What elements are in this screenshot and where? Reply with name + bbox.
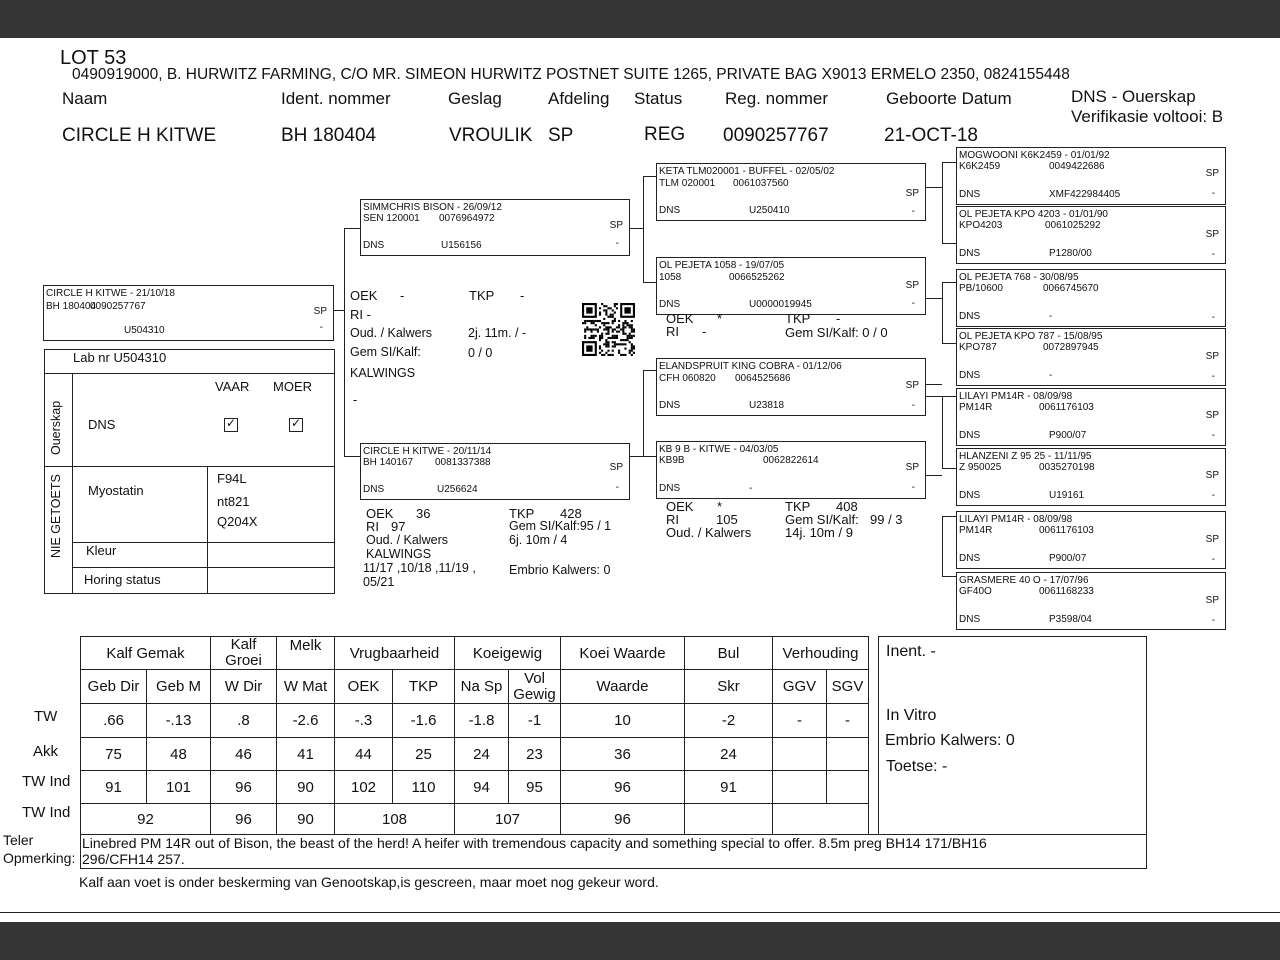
sire-dns: DNS: [363, 240, 385, 251]
group-kalf-groei: Kalf Groei: [211, 637, 277, 670]
group-vrugbaarheid: Vrugbaarheid: [335, 637, 455, 670]
row-label-tw-ind: TW Ind: [22, 773, 71, 790]
ss-tkp-label: TKP: [785, 311, 811, 326]
animal-ident: BH 180404: [281, 125, 377, 146]
table-cell: -: [773, 704, 827, 738]
animal-naam: CIRCLE H KITWE: [62, 125, 217, 146]
table-cell: 110: [393, 771, 455, 804]
g5-sp: SP: [1205, 410, 1219, 421]
table-cell: 94: [455, 771, 509, 804]
table-cell: -: [827, 704, 869, 738]
table-cell: 96: [211, 804, 277, 835]
header-afdeling: Afdeling: [548, 89, 610, 108]
sub-w-mat: W Mat: [277, 670, 335, 704]
dam-dash: -: [615, 482, 619, 493]
subject-sp: SP: [313, 306, 327, 317]
subject-title: CIRCLE H KITWE - 21/10/18: [46, 288, 175, 299]
footer-note: Kalf aan voet is onder beskerming van Genootskap,is gescreen, maar moet nog gekeur word.: [79, 874, 659, 890]
g4-id: KPO787: [959, 342, 997, 353]
g2-reg: 0061025292: [1045, 220, 1101, 231]
sire-kalwings-value: -: [353, 393, 358, 407]
table-cell: [773, 804, 869, 835]
g8-title: GRASMERE 40 O - 17/07/96: [959, 575, 1089, 586]
sire-kalwings-label: KALWINGS: [350, 366, 416, 380]
myostatin-value-3: Q204X: [217, 514, 258, 529]
g5-dash: -: [1211, 430, 1215, 441]
g6-sp: SP: [1205, 470, 1219, 481]
group-melk: Melk: [277, 637, 335, 670]
g8-id: GF40O: [959, 586, 992, 597]
opmerking-label: Opmerking:: [3, 850, 76, 866]
myostatin-label: Myostatin: [88, 483, 144, 498]
dd-sp: SP: [905, 462, 919, 473]
inent: Inent. -: [886, 643, 936, 660]
table-cell: [827, 771, 869, 804]
evaluation-table: [80, 636, 869, 835]
table-cell: .66: [81, 704, 147, 738]
g6-dns: DNS: [959, 490, 981, 501]
g1-dns-value: XMF422984405: [1049, 189, 1121, 200]
row-label-akk: Akk: [33, 743, 59, 760]
ss-dns-value: U250410: [749, 205, 790, 216]
dd-dash: -: [911, 482, 915, 493]
table-cell: -2: [685, 704, 773, 738]
table-cell: 96: [561, 804, 685, 835]
g7-reg: 0061176103: [1039, 525, 1094, 536]
g4-title: OL PEJETA KPO 787 - 15/08/95: [959, 331, 1103, 342]
remarks-text-1: Linebred PM 14R out of Bison, the beast of the herd! A heifer with tremendous capacity and something special to offer. 8.5m preg BH14 171/BH16: [82, 835, 987, 851]
g8-dns: DNS: [959, 614, 981, 625]
sire-tkp-value: -: [520, 288, 525, 303]
sub-geb-m: Geb M: [147, 670, 211, 704]
subject-box: [43, 285, 334, 341]
g3-title: OL PEJETA 768 - 30/08/95: [959, 272, 1079, 283]
g8-reg: 0061168233: [1039, 586, 1094, 597]
bottom-bar: [0, 922, 1280, 960]
table-cell: 24: [455, 738, 509, 771]
table-cell: [773, 771, 827, 804]
table-cell: 96: [561, 771, 685, 804]
g8-dns-value: P3598/04: [1049, 614, 1092, 625]
ds-tkp-label: TKP: [785, 499, 811, 514]
ds-gem-value: 99 / 3: [870, 512, 903, 527]
dam-reg: 0081337388: [435, 457, 491, 468]
eval-row-tw: [81, 704, 869, 738]
dam-title: CIRCLE H KITWE - 20/11/14: [363, 446, 492, 457]
ss-ri-label: RI: [666, 324, 679, 339]
table-cell: 101: [147, 771, 211, 804]
teler-label: Teler: [3, 832, 34, 848]
g1-id: K6K2459: [959, 161, 1001, 172]
table-cell: 41: [277, 738, 335, 771]
group-koei-waarde: Koei Waarde: [561, 637, 685, 670]
dam-tkp-label: TKP: [509, 506, 535, 521]
g6-reg: 0035270198: [1039, 462, 1095, 473]
sire-reg: 0076964972: [439, 213, 495, 224]
header-dns-ouerskap: DNS - Ouerskap: [1071, 87, 1196, 106]
g3-dns: DNS: [959, 311, 981, 322]
table-cell: -1.8: [455, 704, 509, 738]
sd-dns: DNS: [659, 299, 681, 310]
ds-box: [656, 358, 926, 416]
g3-reg: 0066745670: [1043, 283, 1099, 294]
header-ident: Ident. nommer: [281, 89, 391, 108]
subject-dash: -: [319, 322, 323, 333]
table-cell: .8: [211, 704, 277, 738]
g3-id: PB/10600: [959, 283, 1003, 294]
ds-ri-value: 105: [716, 512, 738, 527]
ds-dns-value: U23818: [749, 400, 785, 411]
sire-ri: RI -: [350, 307, 371, 322]
g2-box: [956, 206, 1226, 264]
divider: [0, 912, 1280, 913]
top-bar: [0, 0, 1280, 38]
table-cell: 90: [277, 804, 335, 835]
animal-geboorte: 21-OCT-18: [884, 125, 978, 146]
kleur-label: Kleur: [86, 543, 117, 558]
g7-title: LILAYI PM14R - 08/09/98: [959, 514, 1073, 525]
dam-oud-label: Oud. / Kalwers: [366, 533, 448, 547]
sd-box: [656, 257, 926, 315]
toetse: Toetse: -: [886, 758, 948, 775]
group-koeigewig: Koeigewig: [455, 637, 561, 670]
header-geslag: Geslag: [448, 89, 502, 108]
ouerskap-label: Ouerskap: [49, 400, 63, 455]
g5-box: [956, 388, 1226, 446]
sire-dns-value: U156156: [441, 240, 482, 251]
sub-geb-dir: Geb Dir: [81, 670, 147, 704]
ds-id: CFH 060820: [659, 373, 716, 384]
g2-dns-value: P1280/00: [1049, 248, 1092, 259]
g4-sp: SP: [1205, 351, 1219, 362]
ds-reg: 0064525686: [735, 373, 791, 384]
sd-reg: 0066525262: [729, 272, 785, 283]
dam-oek-value: 36: [416, 506, 431, 521]
g1-dash: -: [1211, 188, 1215, 199]
dam-id: BH 140167: [363, 457, 414, 468]
lot-number: LOT 53: [60, 47, 127, 69]
sire-sp: SP: [609, 220, 623, 231]
sire-oud-value: 2j. 11m. / -: [468, 326, 527, 340]
g5-id: PM14R: [959, 402, 993, 413]
dam-kalwings-label: KALWINGS: [366, 547, 432, 561]
eval-group-row: [81, 637, 869, 670]
sire-gem-value: 0 / 0: [468, 346, 493, 360]
dd-title: KB 9 B - KITWE - 04/03/05: [659, 444, 779, 455]
table-cell: [827, 738, 869, 771]
embrio-kalwers: Embrio Kalwers: 0: [885, 732, 1015, 749]
sire-tkp-label: TKP: [469, 288, 495, 303]
vaar-checkbox: [224, 418, 238, 432]
subject-dns-value: U504310: [124, 325, 165, 336]
table-cell: 44: [335, 738, 393, 771]
animal-reg: 0090257767: [723, 125, 829, 146]
ds-dash: -: [911, 400, 915, 411]
table-cell: 96: [211, 771, 277, 804]
myostatin-value-1: F94L: [217, 471, 247, 486]
table-cell: [773, 738, 827, 771]
table-cell: 91: [81, 771, 147, 804]
dam-oud-value: 6j. 10m / 4: [509, 533, 568, 547]
sire-box: [360, 199, 630, 256]
table-cell: 23: [509, 738, 561, 771]
g5-reg: 0061176103: [1039, 402, 1094, 413]
g7-sp: SP: [1205, 534, 1219, 545]
g8-sp: SP: [1205, 595, 1219, 606]
g2-title: OL PEJETA KPO 4203 - 01/01/90: [959, 209, 1108, 220]
dam-oek-label: OEK: [366, 506, 394, 521]
table-cell: 25: [393, 738, 455, 771]
eval-row-twind: [81, 771, 869, 804]
dam-box: [360, 443, 630, 500]
dam-gem: Gem SI/Kalf:95 / 1: [509, 519, 612, 533]
ds-dns: DNS: [659, 400, 681, 411]
dns-label: DNS: [88, 417, 116, 432]
qr-code: [582, 303, 635, 356]
ss-oek-label: OEK: [666, 311, 694, 326]
g5-title: LILAYI PM14R - 08/09/98: [959, 391, 1073, 402]
dd-dns: DNS: [659, 483, 681, 494]
table-cell: 90: [277, 771, 335, 804]
sire-gem-label: Gem SI/Kalf:: [350, 345, 421, 359]
g3-box: [956, 269, 1226, 327]
g1-reg: 0049422686: [1049, 161, 1105, 172]
g4-reg: 0072897945: [1043, 342, 1099, 353]
g6-id: Z 950025: [959, 462, 1002, 473]
ss-id: TLM 020001: [659, 178, 716, 189]
table-cell: 46: [211, 738, 277, 771]
ds-oud-value: 14j. 10m / 9: [785, 525, 853, 540]
ss-ri-value: -: [702, 324, 707, 339]
g1-sp: SP: [1205, 168, 1219, 179]
dam-ri-value: 97: [391, 519, 406, 534]
dam-tkp-value: 428: [560, 506, 582, 521]
subject-reg: 0090257767: [90, 301, 146, 312]
table-cell: 36: [561, 738, 685, 771]
header-verifikasie: Verifikasie voltooi: B: [1071, 107, 1224, 126]
sd-title: OL PEJETA 1058 - 19/07/05: [659, 260, 785, 271]
ds-tkp-value: 408: [836, 499, 858, 514]
table-cell: 102: [335, 771, 393, 804]
g6-dash: -: [1211, 490, 1215, 501]
table-cell: -.3: [335, 704, 393, 738]
g7-dns-value: P900/07: [1049, 553, 1087, 564]
g7-dns: DNS: [959, 553, 981, 564]
g8-box: [956, 572, 1226, 630]
table-cell: 48: [147, 738, 211, 771]
ds-gem-label: Gem SI/Kalf:: [785, 512, 859, 527]
dam-kalwings-value-2: 05/21: [363, 575, 395, 589]
header-naam: Naam: [62, 89, 108, 108]
g5-dns: DNS: [959, 430, 981, 441]
g4-dns: DNS: [959, 370, 981, 381]
ss-sp: SP: [905, 188, 919, 199]
g6-title: HLANZENI Z 95 25 - 11/11/95: [959, 451, 1092, 462]
g7-id: PM14R: [959, 525, 993, 536]
sire-id: SEN 120001: [363, 213, 420, 224]
sire-oud-label: Oud. / Kalwers: [350, 326, 432, 340]
ds-oek-label: OEK: [666, 499, 694, 514]
table-cell: -2.6: [277, 704, 335, 738]
ss-title: KETA TLM020001 - BUFFEL - 02/05/02: [659, 166, 835, 177]
group-bul: Bul: [685, 637, 773, 670]
g2-sp: SP: [1205, 229, 1219, 240]
subject-id: BH 180404: [46, 301, 97, 312]
g6-box: [956, 448, 1226, 506]
eval-sub-row: [81, 670, 869, 704]
table-cell: 10: [561, 704, 685, 738]
sub-tkp: TKP: [393, 670, 455, 704]
ss-gem: Gem SI/Kalf: 0 / 0: [785, 325, 888, 340]
vaar-label: VAAR: [215, 379, 250, 394]
ds-sp: SP: [905, 380, 919, 391]
row-label-tw: TW: [34, 708, 58, 725]
sd-id: 1058: [659, 272, 682, 283]
g2-dash: -: [1211, 249, 1215, 260]
horing-label: Horing status: [84, 572, 161, 587]
myostatin-value-2: nt821: [217, 494, 250, 509]
sub-w-dir: W Dir: [211, 670, 277, 704]
ss-dash: -: [911, 206, 915, 217]
table-cell: 91: [685, 771, 773, 804]
table-cell: 24: [685, 738, 773, 771]
ss-dns: DNS: [659, 205, 681, 216]
sire-oek-label: OEK: [350, 288, 378, 303]
sub-oek: OEK: [335, 670, 393, 704]
sub-vol-gewig: Vol Gewig: [509, 670, 561, 704]
ds-oek-value: *: [717, 499, 723, 514]
ss-reg: 0061037560: [733, 178, 789, 189]
sub-waarde: Waarde: [561, 670, 685, 704]
sire-dash: -: [615, 238, 619, 249]
g2-id: KPO4203: [959, 220, 1003, 231]
dam-dns: DNS: [363, 484, 385, 495]
sire-title: SIMMCHRIS BISON - 26/09/12: [363, 202, 502, 213]
g7-box: [956, 511, 1226, 569]
dd-box: [656, 441, 926, 499]
ds-ri-label: RI: [666, 512, 679, 527]
in-vitro: In Vitro: [886, 707, 937, 724]
table-cell: -.13: [147, 704, 211, 738]
owner-line: 0490919000, B. HURWITZ FARMING, C/O MR. SIMEON HURWITZ POSTNET SUITE 1265, PRIVATE BAG X9013 ERMELO 2350, 0824155448: [72, 66, 1070, 83]
sd-sp: SP: [905, 280, 919, 291]
moer-checkbox: [289, 418, 303, 432]
g7-dash: -: [1211, 554, 1215, 565]
dam-ri-label: RI: [366, 519, 379, 534]
table-cell: 108: [335, 804, 455, 835]
dam-kalwings-value-1: 11/17 ,10/18 ,11/19 ,: [363, 561, 476, 575]
dd-id: KB9B: [659, 455, 685, 466]
dd-dns-value: -: [749, 483, 753, 494]
g5-dns-value: P900/07: [1049, 430, 1087, 441]
g4-dash: -: [1211, 371, 1215, 382]
ds-oud-label: Oud. / Kalwers: [666, 525, 752, 540]
sire-oek-value: -: [400, 288, 405, 303]
eval-row-akk: [81, 738, 869, 771]
ds-title: ELANDSPRUIT KING COBRA - 01/12/06: [659, 361, 842, 372]
lab-number: Lab nr U504310: [73, 350, 167, 365]
animal-status: REG: [644, 124, 686, 145]
sd-dash: -: [911, 298, 915, 309]
g3-dash: -: [1211, 312, 1215, 323]
g1-title: MOGWOONI K6K2459 - 01/01/92: [959, 150, 1110, 161]
group-verhouding: Verhouding: [773, 637, 869, 670]
g6-dns-value: U19161: [1049, 490, 1085, 501]
animal-geslag: VROULIK: [449, 125, 533, 146]
sub-na-sp: Na Sp: [455, 670, 509, 704]
dam-dns-value: U256624: [437, 484, 478, 495]
dd-reg: 0062822614: [763, 455, 819, 466]
remarks-text-2: 296/CFH14 257.: [82, 851, 185, 867]
g1-dns: DNS: [959, 189, 981, 200]
sub-sgv: SGV: [827, 670, 869, 704]
header-reg: Reg. nommer: [725, 89, 828, 108]
dam-embrio: Embrio Kalwers: 0: [509, 563, 611, 577]
g4-box: [956, 328, 1226, 386]
table-cell: 95: [509, 771, 561, 804]
ss-oek-value: *: [717, 311, 723, 326]
table-cell: 92: [81, 804, 211, 835]
table-cell: 107: [455, 804, 561, 835]
g8-dash: -: [1211, 615, 1215, 626]
group-kalf-gemak: Kalf Gemak: [81, 637, 211, 670]
nie-getoets-label: NIE GETOETS: [49, 474, 63, 558]
sd-dns-value: U0000019945: [749, 299, 812, 310]
animal-afdeling: SP: [548, 125, 574, 146]
g2-dns: DNS: [959, 248, 981, 259]
g1-box: [956, 147, 1226, 205]
row-label-tw-ind-2: TW Ind: [22, 804, 71, 821]
sub-skr: Skr: [685, 670, 773, 704]
header-geboorte: Geboorte Datum: [886, 89, 1012, 108]
dam-sp: SP: [609, 462, 623, 473]
table-cell: -1.6: [393, 704, 455, 738]
table-cell: 75: [81, 738, 147, 771]
ss-tkp-value: -: [836, 311, 841, 326]
moer-label: MOER: [273, 379, 312, 394]
sub-ggv: GGV: [773, 670, 827, 704]
g3-dns-value: -: [1049, 311, 1053, 322]
table-cell: [685, 804, 773, 835]
ss-box: [656, 163, 926, 221]
table-cell: -1: [509, 704, 561, 738]
header-status: Status: [634, 89, 683, 108]
eval-row-twind-combined: [81, 804, 869, 835]
g4-dns-value: -: [1049, 370, 1053, 381]
